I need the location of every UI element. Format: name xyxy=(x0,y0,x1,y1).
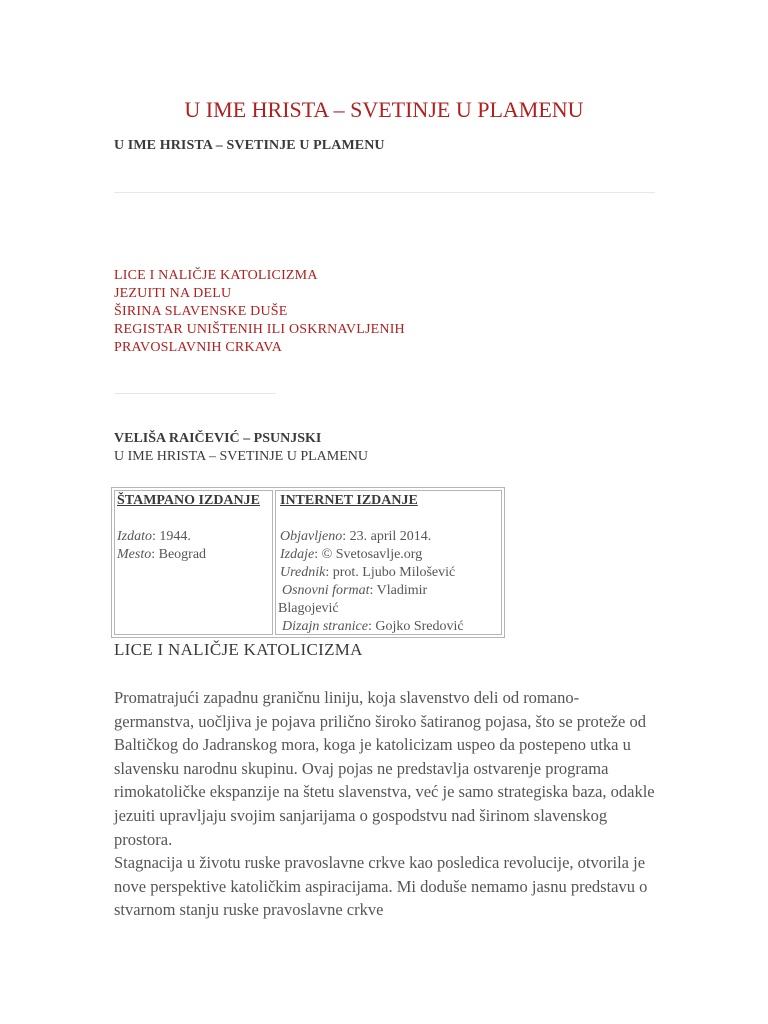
section-heading: LICE I NALIČJE KATOLICIZMA xyxy=(114,640,363,659)
edition-table xyxy=(111,487,505,638)
page-title: U IME HRISTA – SVETINJE U PLAMENU xyxy=(184,97,584,122)
design-value: Gojko Sredović xyxy=(371,619,464,634)
printed-edition-cell: ŠTAMPANO IZDANJE Izdato: 1944. Mesto: Beograd xyxy=(114,490,273,635)
toc-link[interactable]: LICE I NALIČJE KATOLICIZMA xyxy=(114,268,318,283)
issued-value: 1944. xyxy=(155,529,191,544)
toc-link[interactable]: JEZUITI NA DELU xyxy=(114,286,232,301)
paragraph: Promatrajući zapadnu graničnu liniju, koja slavenstvo deli od romano-germanstva, uočljiva je pojava prilično široko šatiranog pojasa, što se proteže od Baltičkog do Jadranskog mora, koga je katolicizam uspeo da postepeno utka u slavensku narodnu skupinu. Ovaj pojas ne predstavlja ostvarenje programa rimokatoličke ekspanzije na štetu slavenstva, već je samo strategiska baza, odakle jezuiti upravljaju svojim sanjarijama o gospodstvu nad širinom slavenskog prostora. xyxy=(114,688,655,849)
format-value: Vladimir xyxy=(373,583,428,598)
editor-value: prot. Ljubo Milošević xyxy=(329,565,456,580)
author-name: VELIŠA RAIČEVIĆ – PSUNJSKI xyxy=(114,431,322,446)
paragraph: Stagnacija u životu ruske pravoslavne crkve kao posledica revolucije, otvorila je nove perspektive katoličkim aspiracijama. Mi doduše nemamo jasnu predstavu o stvarnom stanju ruske pravoslavne crkve xyxy=(114,853,648,920)
format-label: Osnovni format xyxy=(282,583,370,598)
place-value: Beograd xyxy=(155,547,207,562)
published-value: 23. april 2014. xyxy=(346,529,432,544)
publisher-label: Izdaje xyxy=(280,547,315,562)
place-label: Mesto xyxy=(117,547,152,562)
internet-edition-cell: INTERNET IZDANJE Objavljeno: 23. april 2014. Izdaje: © Svetosavlje.org Urednik: prot. Ljubo Milošević Osnovni format: Vladimir Blagojević Dizajn stranice: Gojko Sredović xyxy=(275,490,502,635)
internet-edition-heading: INTERNET IZDANJE xyxy=(280,493,418,508)
editor-label: Urednik xyxy=(280,565,326,580)
published-label: Objavljeno xyxy=(280,529,343,544)
format-value-continued: Blagojević xyxy=(278,601,339,616)
toc-link[interactable]: REGISTAR UNIŠTENIH ILI OSKRNAVLJENIH xyxy=(114,322,405,337)
toc-link[interactable]: ŠIRINA SLAVENSKE DUŠE xyxy=(114,304,288,319)
publisher-value[interactable]: © Svetosavlje.org xyxy=(318,547,423,562)
divider xyxy=(114,393,276,394)
divider xyxy=(114,192,655,193)
body-text xyxy=(114,686,659,922)
table-of-contents xyxy=(114,267,405,357)
author-work-title: U IME HRISTA – SVETINJE U PLAMENU xyxy=(114,449,368,464)
author-block xyxy=(114,430,368,466)
design-label: Dizajn stranice xyxy=(282,619,368,634)
printed-edition-heading: ŠTAMPANO IZDANJE xyxy=(117,493,260,508)
toc-link[interactable]: PRAVOSLAVNIH CRKAVA xyxy=(114,340,283,355)
page-subtitle: U IME HRISTA – SVETINJE U PLAMENU xyxy=(114,138,385,153)
issued-label: Izdato xyxy=(117,529,152,544)
